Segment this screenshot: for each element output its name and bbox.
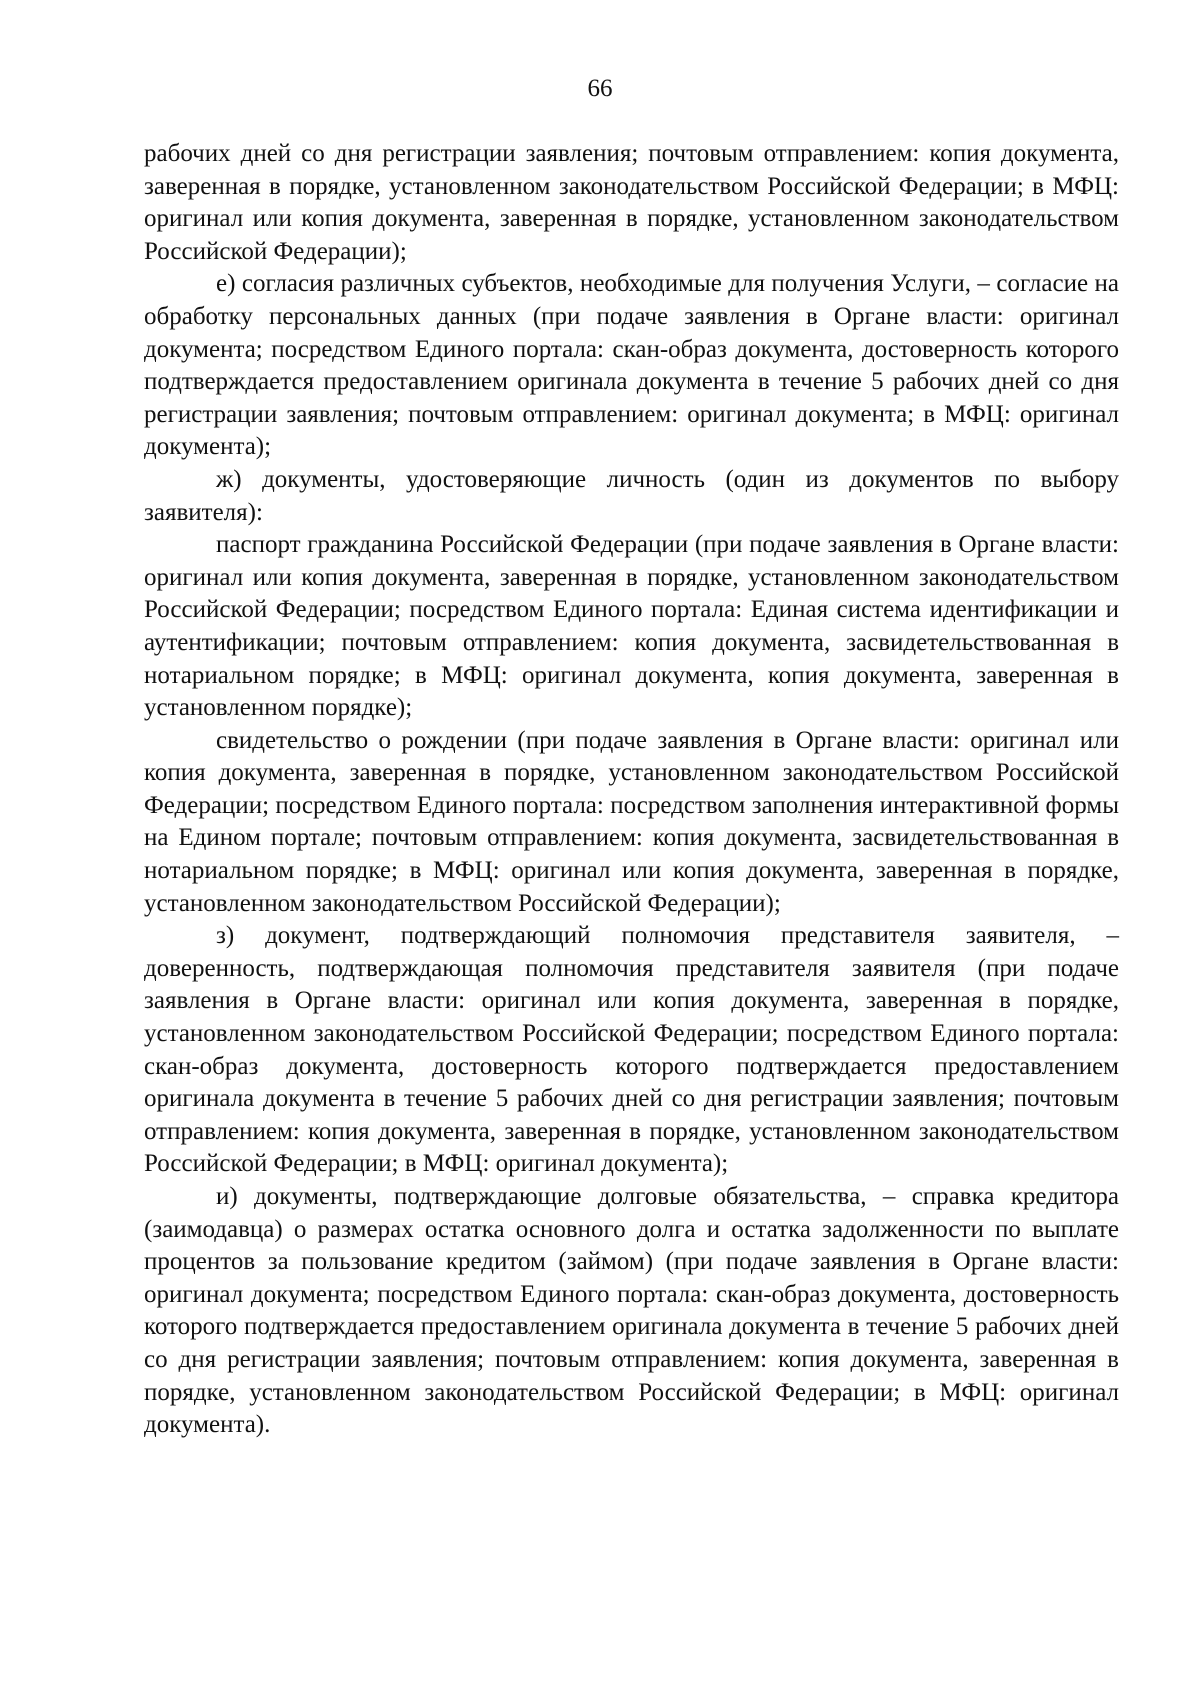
paragraph-item-zh-identity-documents: ж) документы, удостоверяющие личность (один из документов по выбору заявителя): (144, 465, 1119, 526)
paragraph-item-e-consents: е) согласия различных субъектов, необходимые для получения Услуги, – согласие на обработку персональных данных (при подаче заявления в Органе власти: оригинал документа; посредством Единого портала: скан-образ документа, достоверность которого подтверждается предоставлением оригинала документа в течение 5 рабочих дней со дня регистрации заявления; почтовым отправлением: оригинал документа; в МФЦ: оригинал документа); (144, 270, 1119, 461)
paragraph-item-z-representative-authority: з) документ, подтверждающий полномочия представителя заявителя, – доверенность, подтверждающая полномочия представителя заявителя (при подаче заявления в Органе власти: оригинал или копия документа, заверенная в порядке, установленном законодательством Российской Федерации; посредством Единого портала: скан-образ документа, достоверность которого подтверждается предоставлением оригинала документа в течение 5 рабочих дней со дня регистрации заявления; почтовым отправлением: копия документа, заверенная в порядке, установленном законодательством Российской Федерации; в МФЦ: оригинал документа); (144, 922, 1119, 1178)
document-body (144, 138, 1119, 1442)
paragraph-continuation: рабочих дней со дня регистрации заявления; почтовым отправлением: копия документа, заверенная в порядке, установленном законодательством Российской Федерации; в МФЦ: оригинал или копия документа, заверенная в порядке, установленном законодательством Российской Федерации); (144, 140, 1119, 265)
paragraph-item-i-debt-obligations: и) документы, подтверждающие долговые обязательства, – справка кредитора (заимодавца) о размерах остатка основного долга и остатка задолженности по выплате процентов за пользование кредитом (займом) (при подаче заявления в Органе власти: оригинал документа; посредством Единого портала: скан-образ документа, достоверность которого подтверждается предоставлением оригинала документа в течение 5 рабочих дней со дня регистрации заявления; почтовым отправлением: копия документа, заверенная в порядке, установленном законодательством Российской Федерации; в МФЦ: оригинал документа). (144, 1183, 1119, 1439)
page-number: 66 (587, 75, 613, 102)
paragraph-passport: паспорт гражданина Российской Федерации (при подаче заявления в Органе власти: оригинал или копия документа, заверенная в порядке, установленном законодательством Российской Федерации; посредством Единого портала: Единая система идентификации и аутентификации; почтовым отправлением: копия документа, засвидетельствованная в нотариальном порядке; в МФЦ: оригинал документа, копия документа, заверенная в установленном порядке); (144, 531, 1119, 722)
paragraph-birth-certificate: свидетельство о рождении (при подаче заявления в Органе власти: оригинал или копия документа, заверенная в порядке, установленном законодательством Российской Федерации; посредством Единого портала: посредством заполнения интерактивной формы на Едином портале; почтовым отправлением: копия документа, засвидетельствованная в нотариальном порядке; в МФЦ: оригинал или копия документа, заверенная в порядке, установленном законодательством Российской Федерации); (144, 726, 1119, 917)
